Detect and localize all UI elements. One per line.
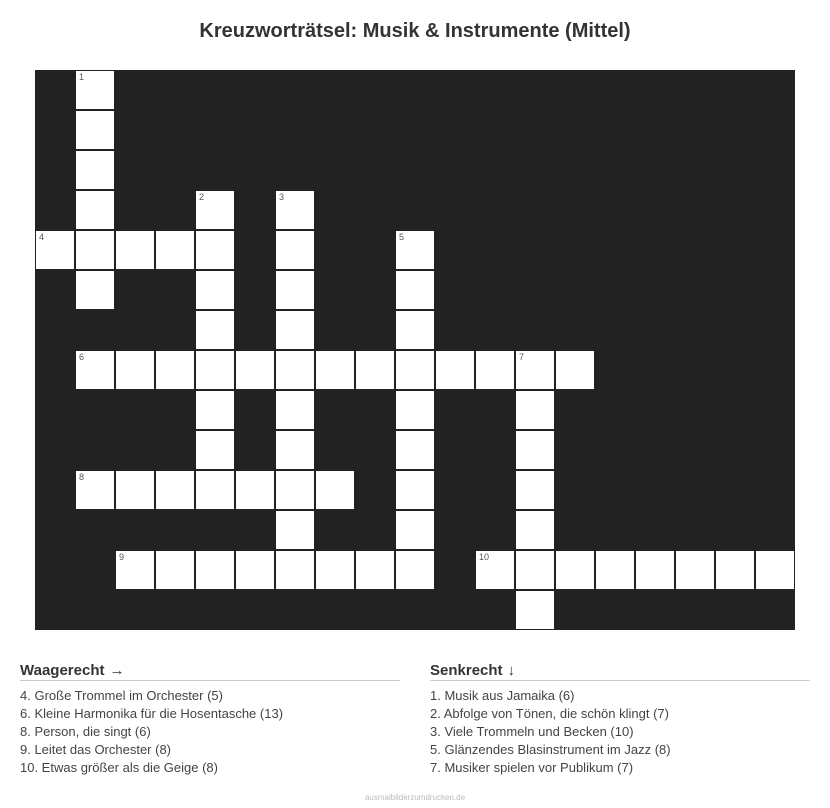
crossword-cell[interactable] bbox=[195, 390, 235, 430]
crossword-cell[interactable] bbox=[315, 470, 355, 510]
crossword-cell[interactable] bbox=[515, 430, 555, 470]
arrow-right-icon: → bbox=[109, 662, 125, 679]
crossword-cell[interactable] bbox=[235, 550, 275, 590]
crossword-cell[interactable] bbox=[235, 470, 275, 510]
crossword-cell[interactable] bbox=[155, 470, 195, 510]
crossword-cell[interactable] bbox=[115, 230, 155, 270]
down-heading bbox=[430, 662, 810, 681]
page-title: Kreuzworträtsel: Musik & Instrumente (Mittel) bbox=[199, 20, 631, 42]
crossword-cell[interactable] bbox=[755, 550, 795, 590]
crossword-cell[interactable] bbox=[355, 350, 395, 390]
across-clues bbox=[20, 662, 400, 777]
crossword-cell[interactable] bbox=[395, 390, 435, 430]
across-clue-item: 8. Person, die singt (6) bbox=[20, 724, 151, 739]
crossword-cell[interactable] bbox=[355, 550, 395, 590]
down-heading-label: Senkrecht bbox=[430, 662, 503, 679]
crossword-cell[interactable] bbox=[395, 270, 435, 310]
crossword-cell[interactable] bbox=[75, 190, 115, 230]
crossword-cell[interactable] bbox=[555, 350, 595, 390]
crossword-cell[interactable] bbox=[515, 350, 555, 390]
crossword-cell[interactable] bbox=[195, 550, 235, 590]
crossword-cell[interactable] bbox=[275, 470, 315, 510]
crossword-cell[interactable] bbox=[115, 470, 155, 510]
across-heading-label: Waagerecht bbox=[20, 662, 105, 679]
down-clue-item: 2. Abfolge von Tönen, die schön klingt (7) bbox=[430, 706, 669, 721]
crossword-cell[interactable] bbox=[475, 550, 515, 590]
across-clue-item: 4. Große Trommel im Orchester (5) bbox=[20, 688, 223, 703]
arrow-down-icon: ↓ bbox=[507, 662, 516, 679]
clue-number: 8 bbox=[79, 472, 85, 482]
crossword-cell[interactable] bbox=[515, 470, 555, 510]
crossword-cell[interactable] bbox=[595, 550, 635, 590]
crossword-cell[interactable] bbox=[515, 390, 555, 430]
crossword-cell[interactable] bbox=[275, 430, 315, 470]
crossword-cell[interactable] bbox=[515, 590, 555, 630]
crossword-cell[interactable] bbox=[395, 350, 435, 390]
crossword-cell[interactable] bbox=[315, 550, 355, 590]
crossword-cell[interactable] bbox=[275, 350, 315, 390]
down-clues bbox=[430, 662, 810, 777]
crossword-cell[interactable] bbox=[75, 470, 115, 510]
crossword-cell[interactable] bbox=[75, 270, 115, 310]
crossword-cell[interactable] bbox=[275, 310, 315, 350]
crossword-cell[interactable] bbox=[195, 470, 235, 510]
crossword-cell[interactable] bbox=[475, 350, 515, 390]
crossword-cell[interactable] bbox=[35, 230, 75, 270]
across-clue-item: 9. Leitet das Orchester (8) bbox=[20, 742, 172, 757]
crossword-cell[interactable] bbox=[155, 350, 195, 390]
crossword-cell[interactable] bbox=[555, 550, 595, 590]
crossword-cell[interactable] bbox=[715, 550, 755, 590]
across-heading bbox=[20, 662, 400, 681]
crossword-cell[interactable] bbox=[155, 230, 195, 270]
crossword-cell[interactable] bbox=[75, 350, 115, 390]
crossword-cell[interactable] bbox=[315, 350, 355, 390]
clue-number: 4 bbox=[39, 232, 45, 242]
crossword-cell[interactable] bbox=[75, 70, 115, 110]
crossword-cell[interactable] bbox=[275, 550, 315, 590]
crossword-cell[interactable] bbox=[235, 350, 275, 390]
clue-number: 7 bbox=[519, 352, 525, 362]
across-clue-item: 10. Etwas größer als die Geige (8) bbox=[20, 760, 218, 775]
crossword-cell[interactable] bbox=[395, 230, 435, 270]
crossword-cell[interactable] bbox=[395, 310, 435, 350]
clue-number: 9 bbox=[119, 552, 125, 562]
clue-number: 2 bbox=[199, 192, 205, 202]
clue-number: 1 bbox=[79, 72, 85, 82]
crossword-cell[interactable] bbox=[75, 230, 115, 270]
down-clue-item: 1. Musik aus Jamaika (6) bbox=[430, 688, 575, 703]
down-clue-item: 7. Musiker spielen vor Publikum (7) bbox=[430, 760, 634, 775]
clue-number: 10 bbox=[479, 552, 490, 562]
crossword-cell[interactable] bbox=[675, 550, 715, 590]
crossword-cell[interactable] bbox=[195, 350, 235, 390]
crossword-cell[interactable] bbox=[635, 550, 675, 590]
clue-number: 5 bbox=[399, 232, 405, 242]
crossword-cell[interactable] bbox=[75, 150, 115, 190]
crossword-grid bbox=[35, 70, 795, 630]
crossword-cell[interactable] bbox=[195, 270, 235, 310]
crossword-cell[interactable] bbox=[395, 510, 435, 550]
footer-credit: ausmalbilderzumdrucken.de bbox=[364, 793, 466, 802]
crossword-cell[interactable] bbox=[515, 550, 555, 590]
crossword-cell[interactable] bbox=[395, 470, 435, 510]
crossword-cell[interactable] bbox=[395, 550, 435, 590]
crossword-cell[interactable] bbox=[275, 230, 315, 270]
crossword-cell[interactable] bbox=[275, 510, 315, 550]
crossword-cell[interactable] bbox=[275, 390, 315, 430]
crossword-cell[interactable] bbox=[515, 510, 555, 550]
clue-number: 3 bbox=[279, 192, 285, 202]
crossword-cell[interactable] bbox=[195, 190, 235, 230]
crossword-cell[interactable] bbox=[195, 310, 235, 350]
crossword-cell[interactable] bbox=[115, 550, 155, 590]
crossword-cell[interactable] bbox=[195, 230, 235, 270]
down-clue-item: 3. Viele Trommeln und Becken (10) bbox=[430, 724, 634, 739]
crossword-cell[interactable] bbox=[435, 350, 475, 390]
crossword-cell[interactable] bbox=[275, 270, 315, 310]
crossword-cell[interactable] bbox=[275, 190, 315, 230]
crossword-cell[interactable] bbox=[155, 550, 195, 590]
crossword-cell[interactable] bbox=[195, 430, 235, 470]
clue-number: 6 bbox=[79, 352, 85, 362]
crossword-cell[interactable] bbox=[395, 430, 435, 470]
crossword-cell[interactable] bbox=[115, 350, 155, 390]
down-clue-item: 5. Glänzendes Blasinstrument im Jazz (8) bbox=[430, 742, 671, 757]
across-clue-item: 6. Kleine Harmonika für die Hosentasche (13) bbox=[20, 706, 284, 721]
crossword-cell[interactable] bbox=[75, 110, 115, 150]
